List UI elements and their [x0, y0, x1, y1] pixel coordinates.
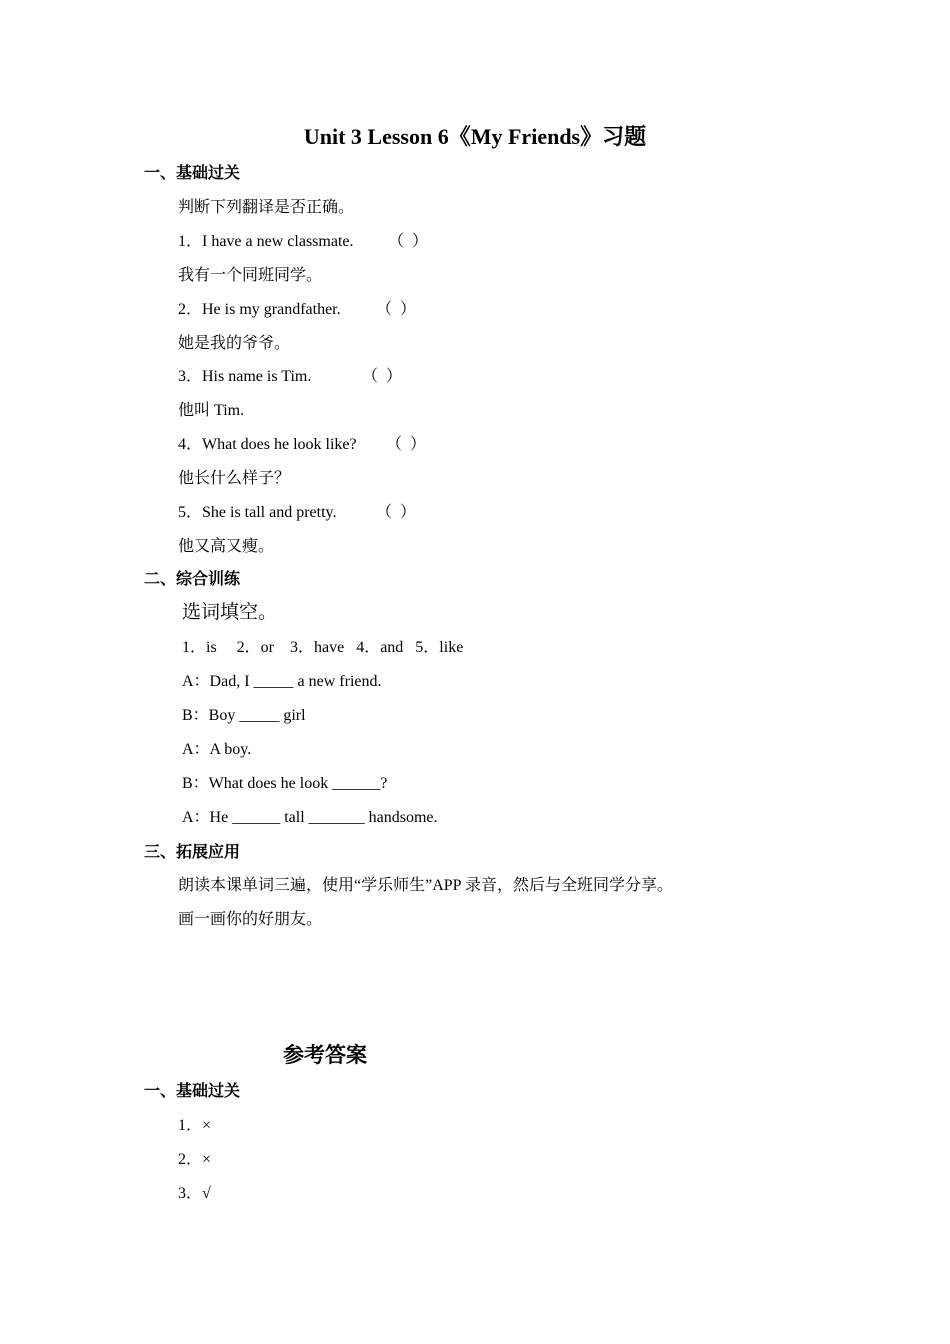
- question-3-english: 3．His name is Tim.: [178, 368, 312, 385]
- answer-section-heading: 一、基础过关: [144, 1083, 241, 1100]
- question-2-english: 2．He is my grandfather.: [178, 301, 341, 318]
- answer-blank-2: （ ）: [376, 301, 417, 318]
- answer-item-1: 1．×: [178, 1117, 212, 1134]
- answer-item-2: 2．×: [178, 1151, 212, 1168]
- answer-item-3: 3．√: [178, 1185, 211, 1202]
- instruction-fill-in: 选词填空。: [182, 602, 278, 623]
- word-bank: 1．is 2．or 3．have 4．and 5．like: [182, 639, 464, 656]
- extension-task-1: 朗读本课单词三遍，使用“学乐师生”APP 录音，然后与全班同学分享。: [178, 877, 673, 894]
- answer-blank-3: （ ）: [362, 368, 403, 385]
- dialogue-line-3: A：A boy.: [182, 741, 252, 758]
- dialogue-line-4: B：What does he look ______?: [182, 775, 388, 792]
- question-1-chinese: 我有一个同班同学。: [178, 267, 323, 284]
- dialogue-line-2: B：Boy _____ girl: [182, 707, 306, 724]
- answer-blank-5: （ ）: [376, 504, 417, 521]
- instruction-judge: 判断下列翻译是否正确。: [178, 199, 355, 216]
- answer-key-title: 参考答案: [283, 1043, 367, 1067]
- dialogue-line-5: A：He ______ tall _______ handsome.: [182, 809, 438, 826]
- page-title: Unit 3 Lesson 6《My Friends》习题: [303, 124, 647, 149]
- question-5-english: 5．She is tall and pretty.: [178, 504, 337, 521]
- section-heading-extension: 三、拓展应用: [144, 844, 241, 861]
- question-2-chinese: 她是我的爷爷。: [178, 335, 291, 352]
- dialogue-line-1: A：Dad, I _____ a new friend.: [182, 673, 382, 690]
- answer-blank-1: （ ）: [388, 233, 429, 250]
- section-heading-basic: 一、基础过关: [144, 165, 241, 182]
- question-4-english: 4．What does he look like?: [178, 436, 357, 453]
- question-4-chinese: 他长什么样子？: [178, 470, 291, 487]
- answer-blank-4: （ ）: [386, 436, 427, 453]
- question-1-english: 1．I have a new classmate.: [178, 233, 354, 250]
- question-3-chinese: 他叫 Tim.: [178, 402, 245, 419]
- section-heading-comprehensive: 二、综合训练: [144, 571, 241, 588]
- extension-task-2: 画一画你的好朋友。: [178, 911, 323, 928]
- question-5-chinese: 他又高又瘦。: [178, 538, 275, 555]
